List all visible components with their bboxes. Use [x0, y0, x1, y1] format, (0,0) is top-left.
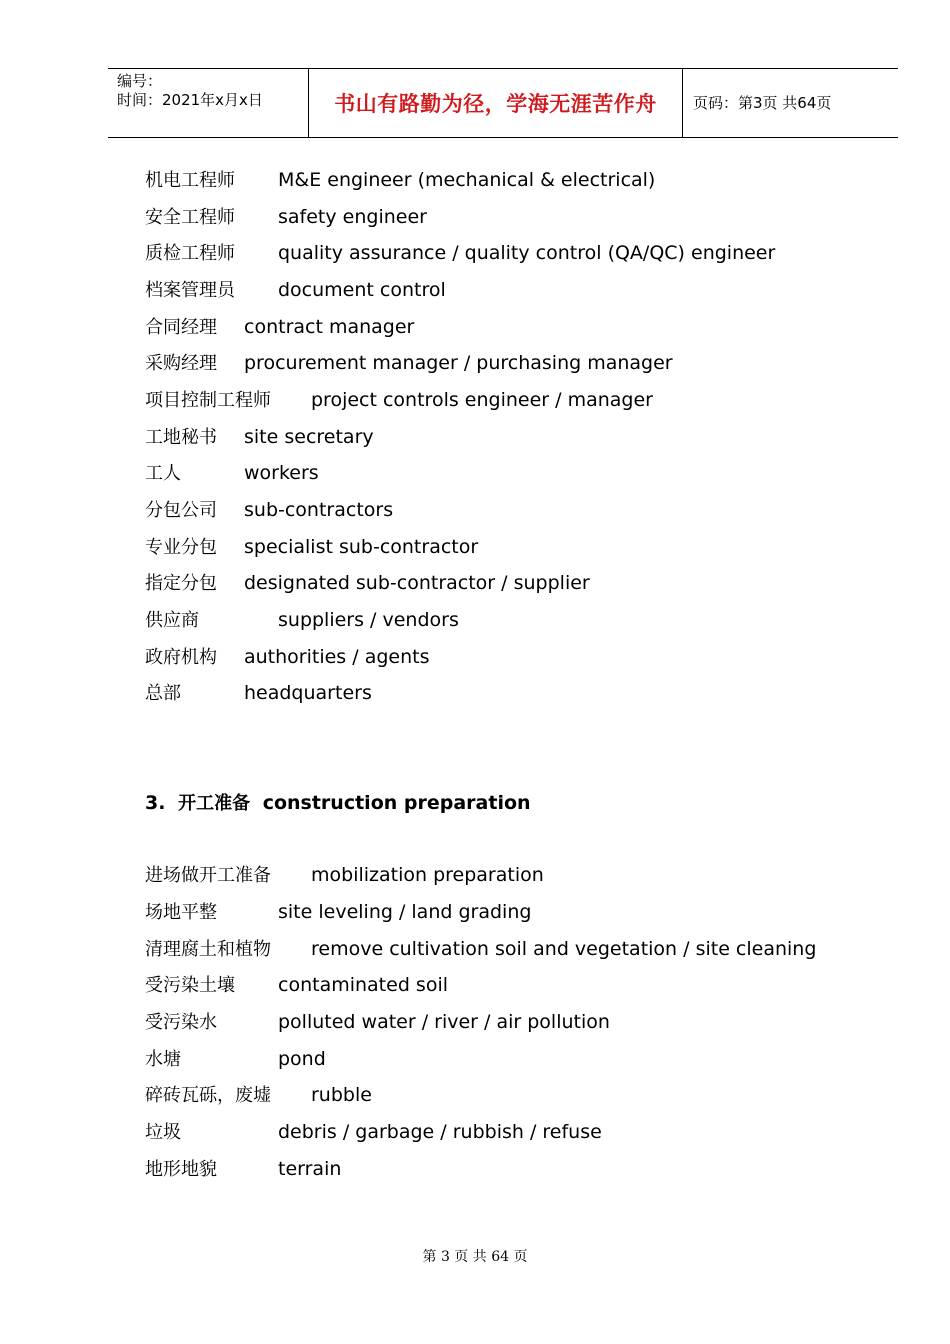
- term-zh: 工地秘书: [145, 427, 217, 448]
- term-en: terrain: [278, 1158, 342, 1180]
- term-zh: 进场做开工准备: [145, 865, 271, 886]
- list-item: [145, 312, 415, 342]
- list-item: [145, 422, 374, 452]
- list-item: [145, 1007, 610, 1037]
- doc-code-label: 编号：: [117, 72, 163, 90]
- list-item: [145, 1080, 372, 1110]
- term-en: suppliers / vendors: [278, 609, 459, 631]
- section-number: 3.: [145, 792, 166, 814]
- list-item: [145, 897, 532, 927]
- page-footer: 第 3 页 共 64 页: [422, 1249, 528, 1265]
- section-heading: [145, 788, 531, 819]
- term-zh: 指定分包: [145, 573, 217, 594]
- term-zh: 安全工程师: [145, 207, 235, 228]
- term-zh: 水塘: [145, 1049, 181, 1070]
- term-en: sub-contractors: [244, 499, 394, 521]
- list-item: [145, 458, 319, 488]
- term-en: quality assurance / quality control (QA/QC) engineer: [278, 242, 776, 264]
- term-en: pond: [278, 1048, 326, 1070]
- list-item: [145, 532, 479, 562]
- section-title-en: construction preparation: [262, 792, 531, 814]
- term-en: procurement manager / purchasing manager: [244, 352, 673, 374]
- term-en: project controls engineer / manager: [311, 389, 653, 411]
- term-zh: 受污染水: [145, 1012, 217, 1033]
- list-item: [145, 165, 656, 195]
- term-zh: 工人: [145, 463, 181, 484]
- motto-text: 书山有路勤为径，学海无涯苦作舟: [334, 91, 657, 116]
- list-item: [145, 860, 544, 890]
- term-zh: 受污染土壤: [145, 975, 235, 996]
- term-zh: 项目控制工程师: [145, 390, 271, 411]
- list-item: [145, 934, 817, 964]
- term-en: headquarters: [244, 682, 372, 704]
- term-en: M&E engineer (mechanical & electrical): [278, 169, 656, 191]
- list-item: [145, 495, 394, 525]
- term-en: debris / garbage / rubbish / refuse: [278, 1121, 602, 1143]
- term-zh: 政府机构: [145, 647, 217, 668]
- term-zh: 专业分包: [145, 537, 217, 558]
- term-en: rubble: [311, 1084, 372, 1106]
- term-en: contaminated soil: [278, 974, 448, 996]
- term-en: workers: [244, 462, 319, 484]
- list-item: [145, 1154, 342, 1184]
- header-motto-cell: [309, 69, 683, 137]
- term-zh: 分包公司: [145, 500, 217, 521]
- list-item: [145, 970, 448, 1000]
- list-item: [145, 385, 653, 415]
- term-zh: 场地平整: [145, 902, 217, 923]
- page-header: [108, 68, 898, 138]
- list-item: [145, 1117, 602, 1147]
- term-en: site leveling / land grading: [278, 901, 532, 923]
- term-zh: 总部: [145, 683, 181, 704]
- list-item: [145, 642, 430, 672]
- section-title-zh: 开工准备: [178, 793, 251, 814]
- term-zh: 机电工程师: [145, 170, 235, 191]
- term-en: mobilization preparation: [311, 864, 544, 886]
- term-zh: 清理腐土和植物: [145, 939, 271, 960]
- list-item: [145, 1044, 326, 1074]
- term-en: document control: [278, 279, 446, 301]
- term-en: site secretary: [244, 426, 374, 448]
- list-item: [145, 348, 673, 378]
- term-zh: 垃圾: [145, 1122, 181, 1143]
- header-page-cell: [683, 69, 898, 137]
- term-en: specialist sub-contractor: [244, 536, 479, 558]
- term-en: authorities / agents: [244, 646, 430, 668]
- term-zh: 采购经理: [145, 353, 217, 374]
- header-info-cell: [108, 69, 309, 137]
- list-item: [145, 202, 427, 232]
- term-zh: 碎砖瓦砾，废墟: [145, 1085, 271, 1106]
- term-en: polluted water / river / air pollution: [278, 1011, 610, 1033]
- page-number-label: 页码：第3页 共64页: [693, 94, 832, 112]
- term-zh: 合同经理: [145, 317, 217, 338]
- list-item: [145, 275, 446, 305]
- term-en: contract manager: [244, 316, 415, 338]
- list-item: [145, 678, 372, 708]
- list-item: [145, 605, 459, 635]
- list-item: [145, 568, 590, 598]
- term-zh: 地形地貌: [145, 1159, 217, 1180]
- term-en: safety engineer: [278, 206, 427, 228]
- term-zh: 质检工程师: [145, 243, 235, 264]
- doc-time-label: 时间：2021年x月x日: [117, 91, 263, 109]
- term-en: designated sub-contractor / supplier: [244, 572, 590, 594]
- term-en: remove cultivation soil and vegetation / site cleaning: [311, 938, 817, 960]
- term-zh: 档案管理员: [145, 280, 235, 301]
- term-zh: 供应商: [145, 610, 199, 631]
- list-item: [145, 238, 776, 268]
